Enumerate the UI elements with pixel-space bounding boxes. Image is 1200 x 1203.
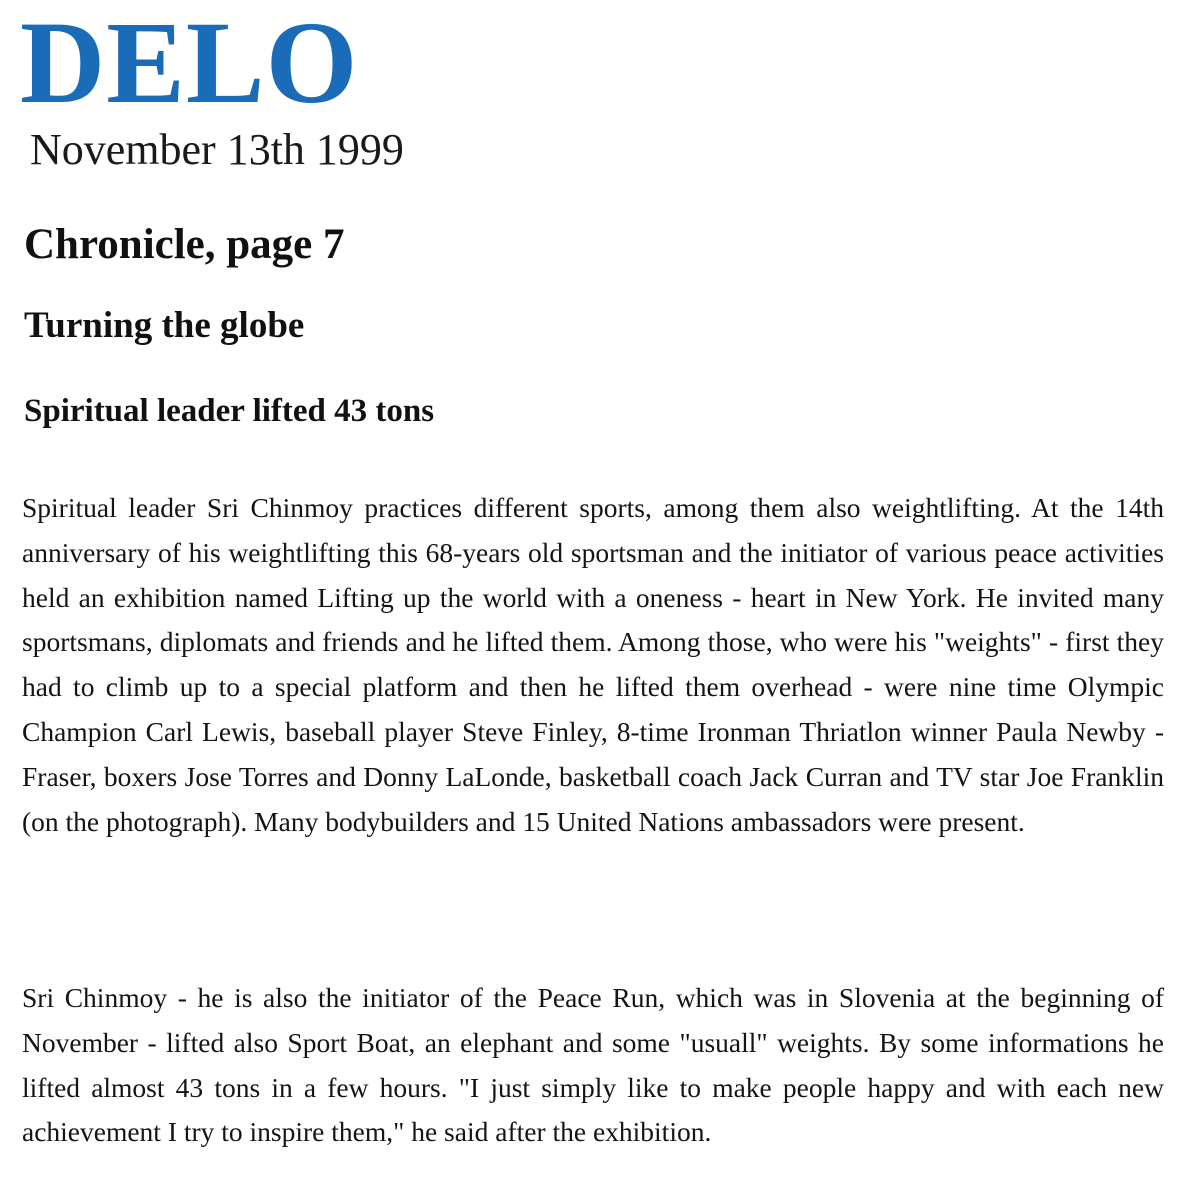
article-subheadline: Spiritual leader lifted 43 tons	[24, 393, 435, 429]
section-and-page: Chronicle, page 7	[24, 221, 345, 268]
newspaper-masthead: DELO	[20, 0, 359, 128]
publication-date: November 13th 1999	[30, 125, 404, 174]
article-headline: Turning the globe	[24, 305, 305, 346]
article-paragraph-1: Spiritual leader Sri Chinmoy practices different sports, among them also weightlifting. At the 14th anniversary of his weightlifting this 68-years old sportsman and the initiator of various peace activities held an exhibition named Lifting up the world with a oneness - heart in New York. He invited many sportsmans, diplomats and friends and he lifted them. Among those, who were his "weights" - first they had to climb up to a special platform and then he lifted them overhead - were nine time Olympic Champion Carl Lewis, baseball player Steve Finley, 8-time Ironman Thriatlon winner Paula Newby - Fraser, boxers Jose Torres and Donny LaLonde, basketball coach Jack Curran and TV star Joe Franklin (on the photograph). Many bodybuilders and 15 United Nations ambassadors were present.	[22, 492, 1164, 837]
article-paragraph-2: Sri Chinmoy - he is also the initiator of the Peace Run, which was in Slovenia at the beginning of November - lifted also Sport Boat, an elephant and some "usuall" weights. By some informations he lifted almost 43 tons in a few hours. "I just simply like to make people happy and with each new achievement I try to inspire them," he said after the exhibition.	[22, 982, 1164, 1148]
